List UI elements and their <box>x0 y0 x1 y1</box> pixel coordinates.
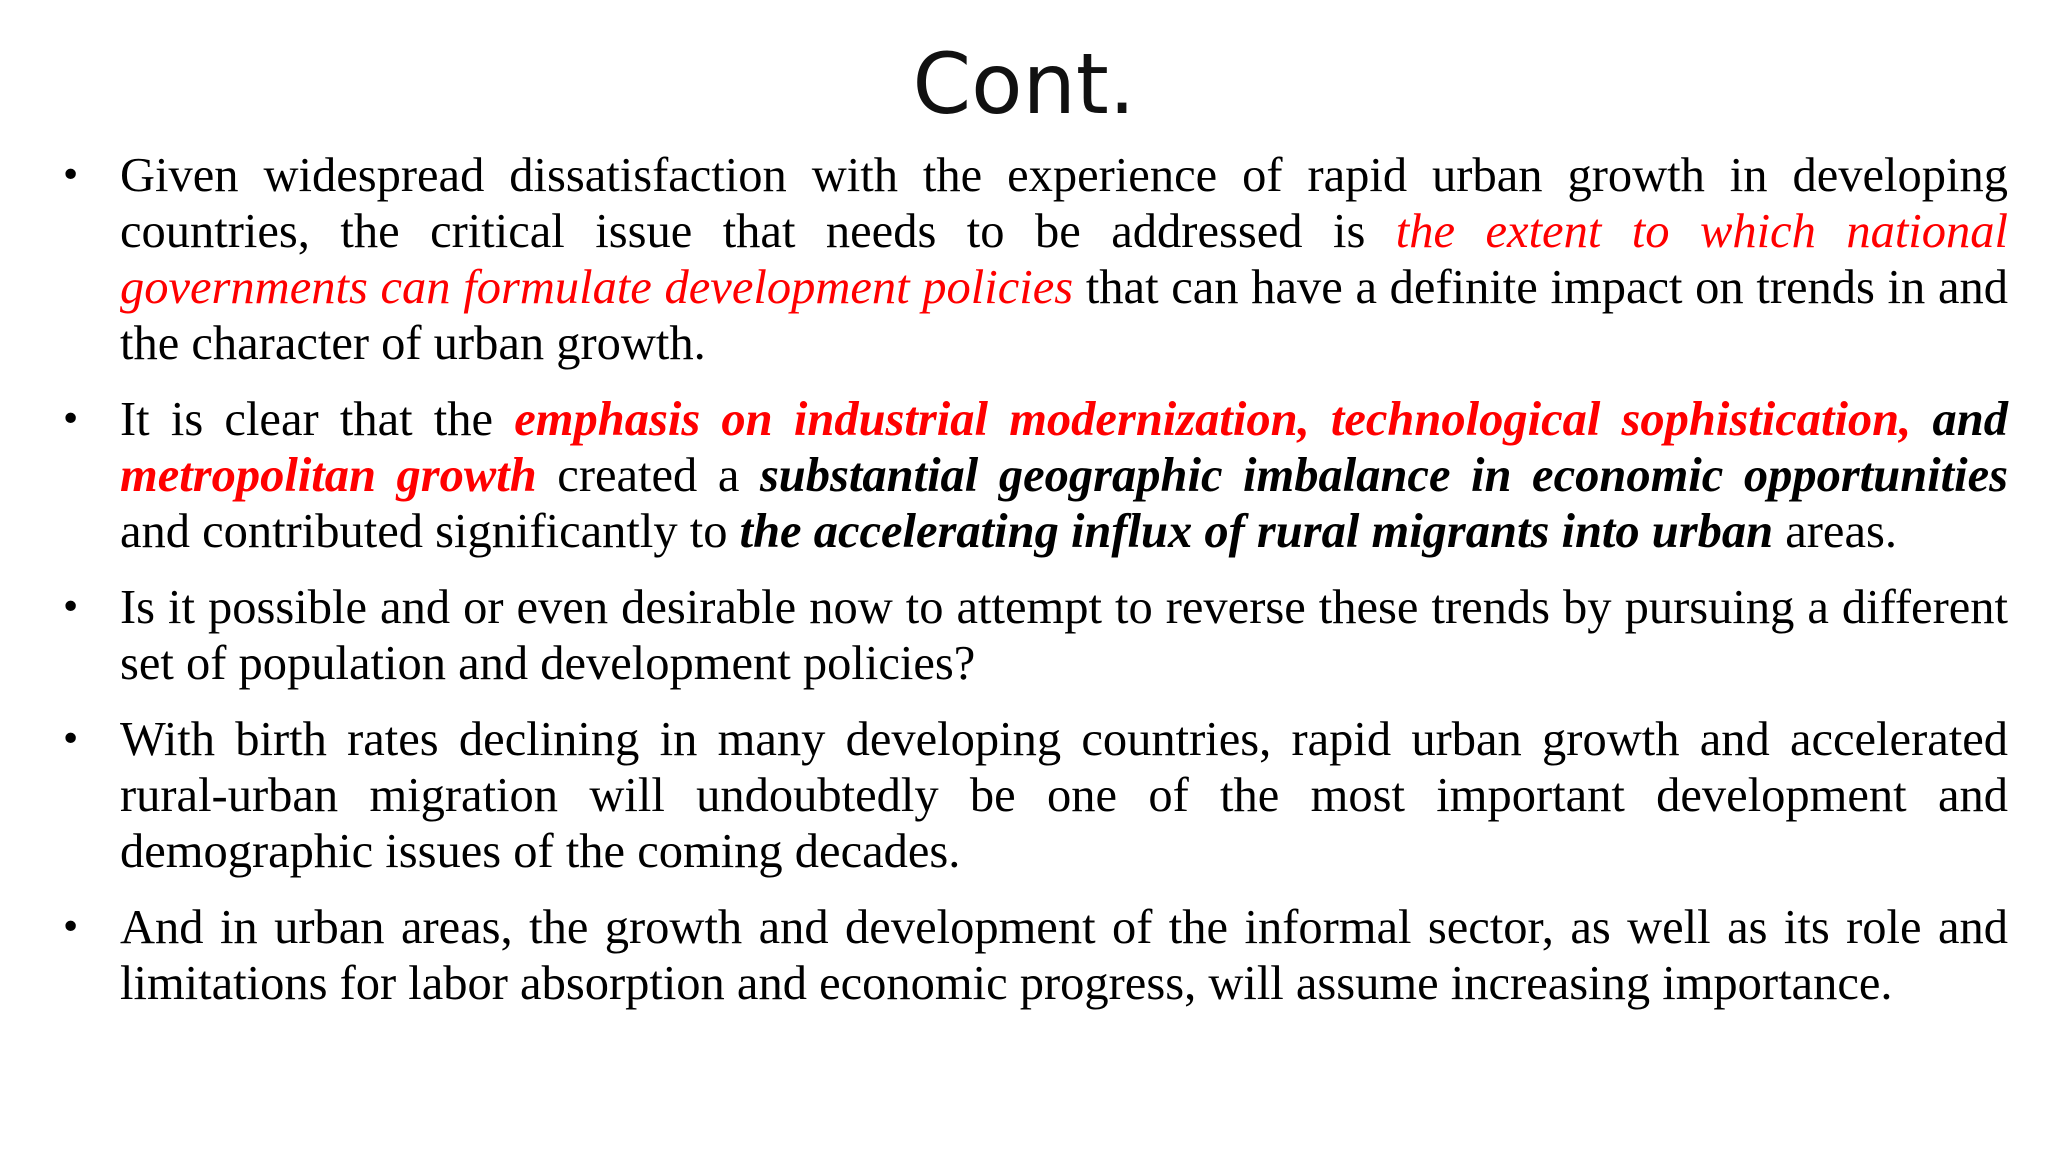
bullet-text <box>120 393 2008 558</box>
bullet-item <box>60 712 2008 880</box>
emphasis-segment: and <box>1932 393 2008 446</box>
bullet-icon: • <box>60 155 82 196</box>
text-segment: and contributed significantly to <box>120 505 740 558</box>
bullet-text <box>120 149 2008 370</box>
bullet-item <box>60 392 2008 560</box>
text-segment <box>1911 393 1932 446</box>
bullet-icon: • <box>60 719 82 760</box>
emphasis-segment: metropolitan growth <box>120 449 537 502</box>
text-segment: areas. <box>1773 505 1897 558</box>
bullet-list <box>60 148 2008 1032</box>
bullet-text: Is it possible and or even desirable now to attempt to reverse these trends by pursuing a different set of population and development policies? <box>120 581 2008 690</box>
bullet-item <box>60 148 2008 372</box>
bullet-icon: • <box>60 399 82 440</box>
slide-title: Cont. <box>912 35 1136 133</box>
bullet-icon: • <box>60 907 82 948</box>
bullet-icon: • <box>60 587 82 628</box>
text-segment: Given widespread dissatisfaction with the experience of rapid urban growth in developing countries, the critical issue that needs to be addressed is <box>120 149 2008 258</box>
bullet-text: With birth rates declining in many developing countries, rapid urban growth and accelerated rural-urban migration will undoubtedly be one of the most important development and demographic issues of the coming decades. <box>120 713 2008 878</box>
bullet-text: And in urban areas, the growth and development of the informal sector, as well as its role and limitations for labor absorption and economic progress, will assume increasing importance. <box>120 901 2008 1010</box>
emphasis-segment: substantial geographic imbalance in economic opportunities <box>759 449 2008 502</box>
text-segment: created a <box>536 449 760 502</box>
bullet-item <box>60 580 2008 692</box>
emphasis-segment: emphasis on industrial modernization, technological sophistication, <box>514 393 1912 446</box>
emphasis-segment: the accelerating influx of rural migrants into urban <box>739 505 1774 558</box>
text-segment: It is clear that the <box>120 393 515 446</box>
text-segment: that can have a definite impact on trends in and the character of urban growth. <box>120 261 2008 370</box>
bullet-item <box>60 900 2008 1012</box>
emphasis-segment: the extent to which national governments can formulate development policies <box>120 205 2008 314</box>
